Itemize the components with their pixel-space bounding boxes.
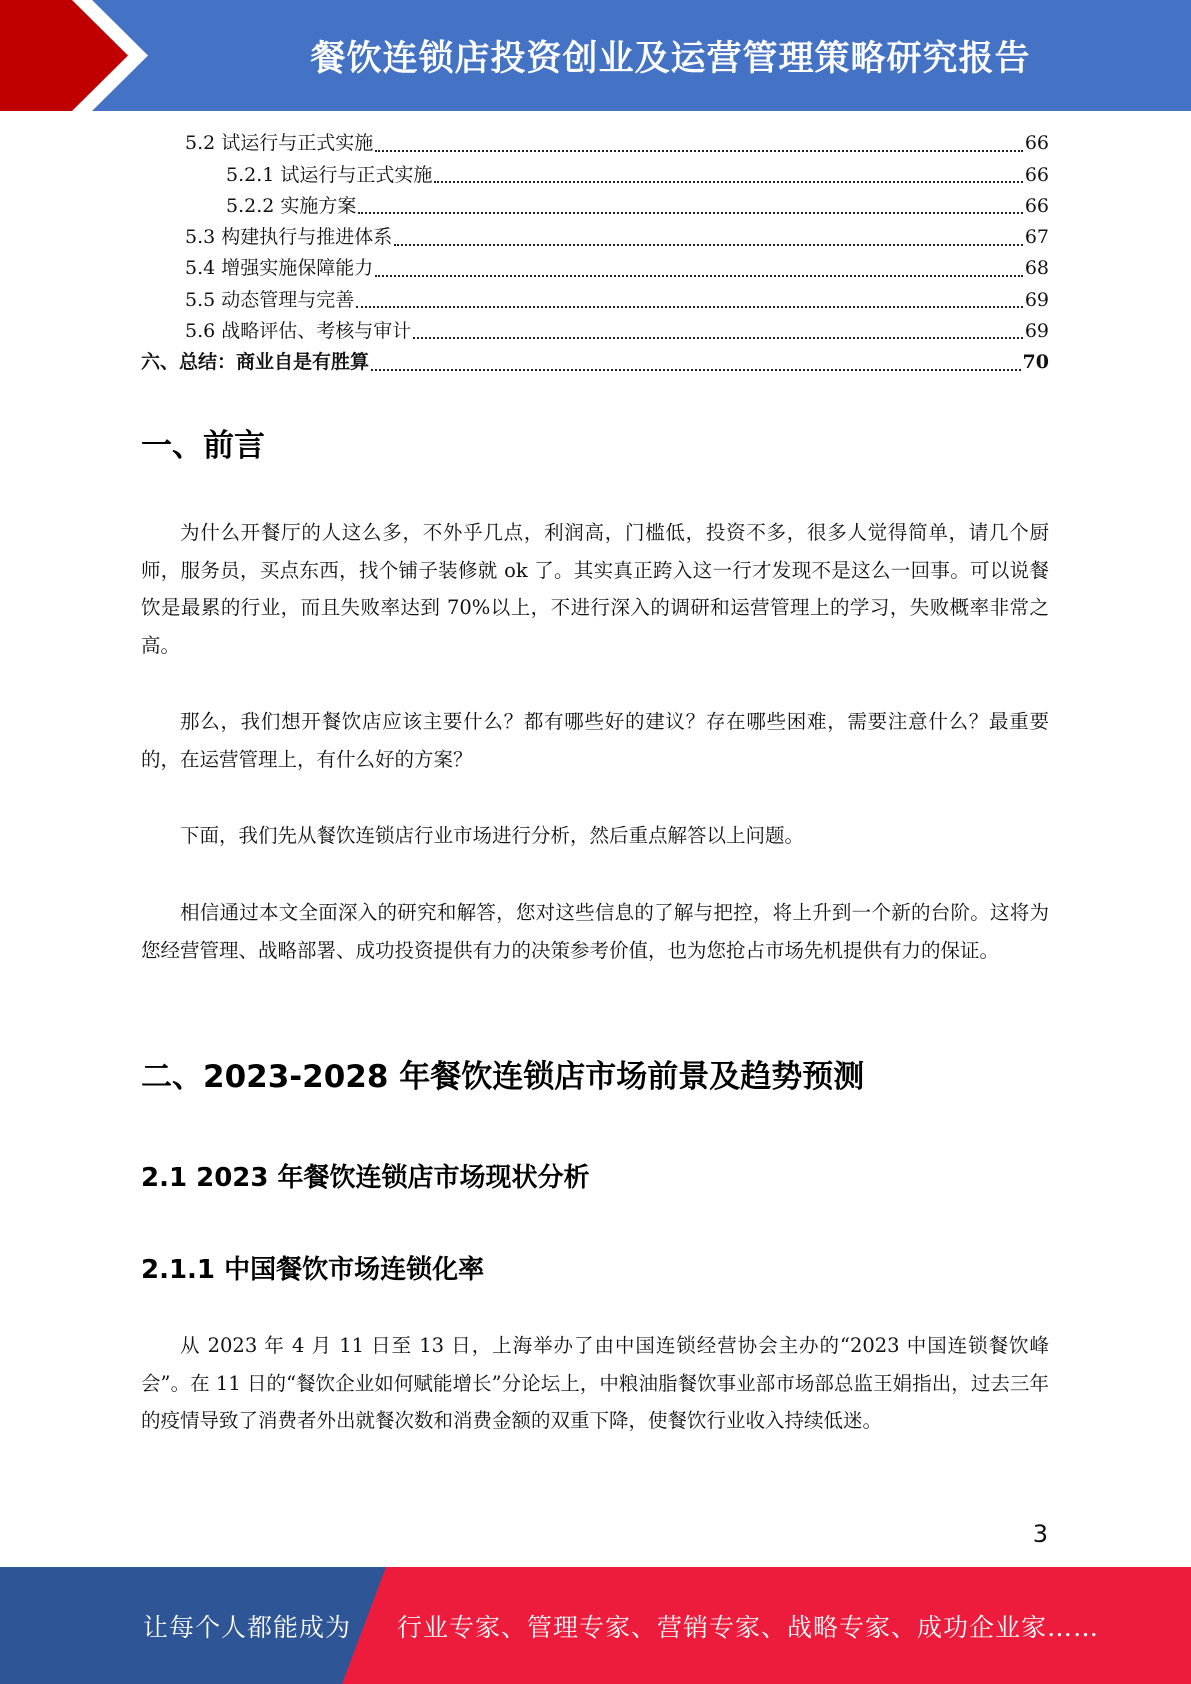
subsection-heading: 2.1 2023 年餐饮连锁店市场现状分析 [141,1163,590,1193]
toc-entry[interactable] [141,128,1049,159]
toc-entry-page: 68 [1024,257,1049,280]
section-heading-preface: 一、前言 [141,428,265,464]
footer-slogan-left: 让每个人都能成为 [143,1612,352,1642]
toc-entry-page: 66 [1024,132,1049,155]
toc-entry-page: 66 [1024,194,1049,217]
toc-entry-page: 69 [1024,288,1049,311]
footer-slogan-right: 行业专家、管理专家、营销专家、战略专家、成功企业家…… [397,1612,1100,1642]
toc-entry[interactable] [141,191,1049,222]
toc-leader-dots [394,244,1023,246]
toc-entry-label: 六、总结：商业自是有胜算 [141,351,370,374]
toc-leader-dots [413,337,1023,339]
toc-leader-dots [356,306,1023,308]
toc-entry-page: 67 [1024,226,1049,249]
paragraph: 相信通过本文全面深入的研究和解答，您对这些信息的了解与把控，将上升到一个新的台阶。这将为您经营管理、战略部署、成功投资提供有力的决策参考价值，也为您抢占市场先机提供有力的保证。 [141,901,1049,962]
table-of-contents [141,128,1049,378]
report-title: 餐饮连锁店投资创业及运营管理策略研究报告 [310,38,1031,79]
toc-entry-label: 5.5 动态管理与完善 [185,288,355,311]
toc-leader-dots [434,181,1022,183]
toc-entry[interactable] [141,284,1049,315]
toc-entry[interactable] [141,159,1049,190]
toc-entry-page: 66 [1024,163,1049,186]
toc-entry-label: 5.2 试运行与正式实施 [185,132,374,155]
toc-leader-dots [375,150,1023,152]
toc-entry[interactable] [141,222,1049,253]
toc-entry[interactable] [141,316,1049,347]
toc-entry-label: 5.2.1 试运行与正式实施 [226,163,433,186]
toc-entry-label: 5.6 战略评估、考核与审计 [185,320,412,343]
toc-entry-label: 5.3 构建执行与推进体系 [185,226,393,249]
toc-entry[interactable] [141,347,1049,378]
page-number: 3 [1032,1520,1048,1548]
paragraph: 那么，我们想开餐饮店应该主要什么？都有哪些好的建议？存在哪些困难，需要注意什么？最重要的，在运营管理上，有什么好的方案？ [141,710,1049,771]
toc-entry[interactable] [141,253,1049,284]
paragraph: 从 2023 年 4 月 11 日至 13 日，上海举办了由中国连锁经营协会主办的“2023 中国连锁餐饮峰会”。在 11 日的“餐饮企业如何赋能增长”分论坛上，中粮油脂餐饮事业部市场部总监王娟指出，过去三年的疫情导致了消费者外出就餐次数和消费金额的双重下降，使餐饮行业收入持续低迷。 [141,1334,1049,1432]
toc-entry-label: 5.2.2 实施方案 [226,194,357,217]
toc-entry-page: 69 [1024,320,1049,343]
toc-leader-dots [371,369,1021,371]
paragraph: 下面，我们先从餐饮连锁店行业市场进行分析，然后重点解答以上问题。 [180,824,805,847]
footer-banner [0,1567,1191,1684]
subsubsection-heading: 2.1.1 中国餐饮市场连锁化率 [141,1255,485,1285]
paragraph: 为什么开餐厅的人这么多，不外乎几点，利润高，门槛低，投资不多，很多人觉得简单，请几个厨师，服务员，买点东西，找个铺子装修就 ok 了。其实真正跨入这一行才发现不是这么一回事。可以说餐饮是最累的行业，而且失败率达到 70%以上，不进行深入的调研和运营管理上的学习，失败概率非常之高。 [141,521,1049,657]
header-banner [0,0,1191,111]
toc-leader-dots [375,275,1023,277]
toc-entry-label: 5.4 增强实施保障能力 [185,257,374,280]
toc-leader-dots [358,212,1022,214]
red-arrow-icon [0,0,160,111]
toc-entry-page: 70 [1022,351,1049,374]
section-heading-market: 二、2023-2028 年餐饮连锁店市场前景及趋势预测 [141,1059,865,1095]
